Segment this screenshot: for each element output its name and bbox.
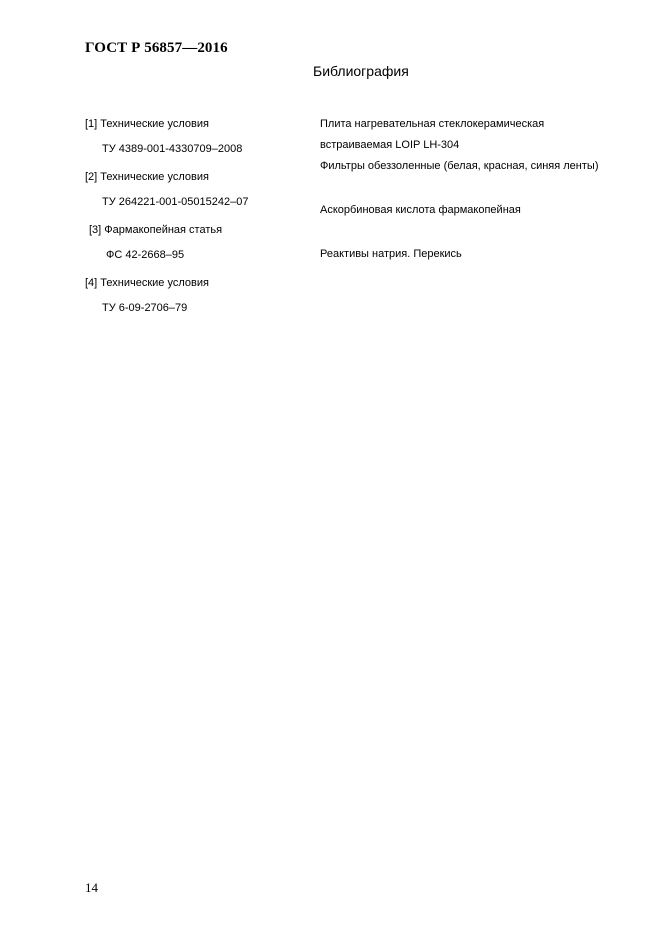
reference-label-1: [1] Технические условия: [85, 118, 209, 130]
reference-code-2: ТУ 264221-001-05015242–07: [102, 196, 249, 208]
page-number: 14: [85, 880, 98, 895]
reference-description-1a: Плита нагревательная стеклокерамическая: [320, 118, 545, 130]
reference-label-2: [2] Технические условия: [85, 171, 209, 183]
page-title: Библиография: [313, 63, 409, 79]
reference-code-3: ФС 42-2668–95: [106, 249, 185, 261]
reference-label-4: [4] Технические условия: [85, 277, 209, 289]
reference-code-1: ТУ 4389-001-4330709–2008: [102, 143, 243, 155]
reference-description-1b: встраиваемая LOIP LH-304: [320, 139, 460, 151]
reference-description-3: Аскорбиновая кислота фармакопейная: [320, 204, 521, 216]
reference-description-4: Реактивы натрия. Перекись: [320, 248, 462, 260]
reference-label-3: [3] Фармакопейная статья: [89, 224, 223, 236]
document-code-header: ГОСТ Р 56857—2016: [85, 40, 228, 56]
reference-code-4: ТУ 6-09-2706–79: [102, 302, 188, 314]
reference-description-2: Фильтры обеззоленные (белая, красная, синяя ленты): [320, 160, 599, 172]
